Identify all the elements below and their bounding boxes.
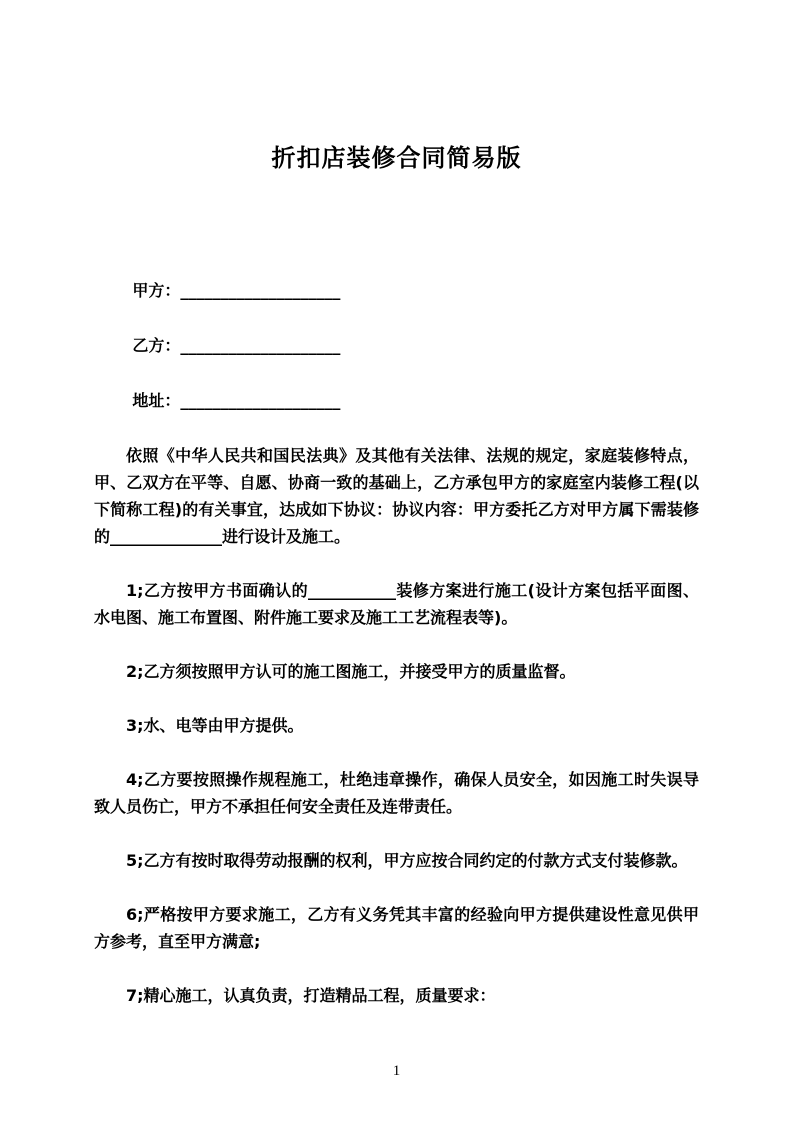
clause-5: 5;乙方有按时取得劳动报酬的权利，甲方应按合同约定的付款方式支付装修款。 <box>126 851 688 870</box>
intro-paragraph: 依照《中华人民共和国民法典》及其他有关法律、法规的规定，家庭装修特点，甲、乙双方在平等、自愿、协商一致的基础上，乙方承包甲方的家庭室内装修工程(以下简称工程)的有关事宜，达成如下协议：协议内容：甲方委托乙方对甲方属下需装修的______________进行设计及施工。 <box>94 446 699 546</box>
party-fields <box>94 277 699 414</box>
field-address-blank: ____________________ <box>180 391 341 410</box>
field-party-b-blank: ____________________ <box>180 336 341 355</box>
field-party-a <box>94 277 699 304</box>
clause-3: 3;水、电等由甲方提供。 <box>126 716 304 735</box>
field-party-a-blank: ____________________ <box>180 281 341 300</box>
field-party-a-label: 甲方： <box>132 281 181 300</box>
clause-4: 4;乙方要按照操作规程施工，杜绝违章操作，确保人员安全，如因施工时失误导致人员伤亡，甲方不承担任何安全责任及连带责任。 <box>94 770 699 816</box>
page-footer <box>0 1060 793 1080</box>
clause-7: 7;精心施工，认真负责，打造精品工程，质量要求： <box>126 986 496 1005</box>
clause-6: 6;严格按甲方要求施工，乙方有义务凭其丰富的经验向甲方提供建设性意见供甲方参考，直至甲方满意; <box>94 905 699 951</box>
field-address <box>94 387 699 414</box>
field-party-b <box>94 332 699 359</box>
field-address-label: 地址： <box>132 391 181 410</box>
document-title: 折扣店装修合同简易版 <box>271 144 522 172</box>
page-number: 1 <box>392 1063 401 1079</box>
field-party-b-label: 乙方： <box>132 336 181 355</box>
clause-2: 2;乙方须按照甲方认可的施工图施工，并接受甲方的质量监督。 <box>126 662 576 681</box>
clause-1: 1;乙方按甲方书面确认的___________装修方案进行施工(设计方案包括平面图、水电图、施工布置图、附件施工要求及施工工艺流程表等)。 <box>94 581 699 627</box>
